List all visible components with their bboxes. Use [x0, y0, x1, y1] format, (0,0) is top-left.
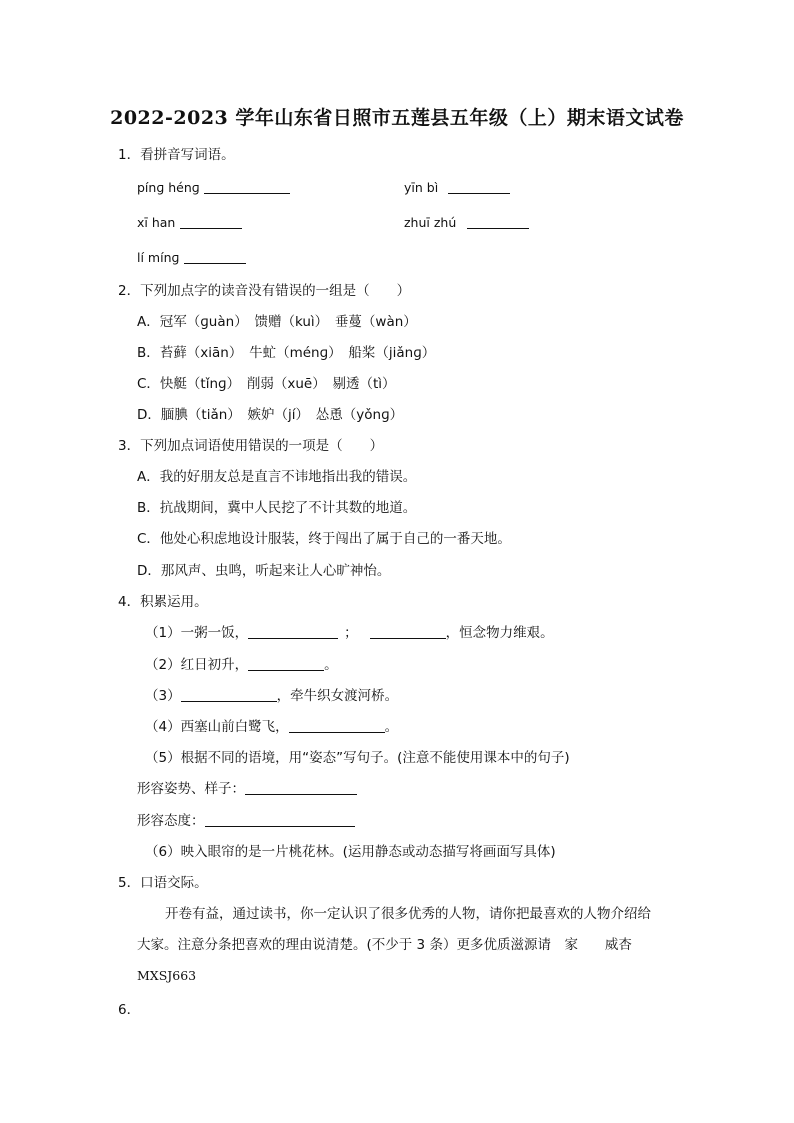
q3-option-a[interactable]: A．我的好朋友总是直言不讳地指出我的错误。 — [137, 469, 417, 485]
pinyin-item-1 — [137, 178, 290, 198]
pinyin-item-5 — [137, 248, 246, 268]
question-2-stem: 2．下列加点字的读音没有错误的一组是（ ） — [118, 283, 411, 299]
answer-blank[interactable] — [184, 249, 246, 264]
sub-text: ； — [344, 625, 358, 641]
q4-sub-4 — [145, 717, 398, 737]
q4-sub-5: （5）根据不同的语境，用“姿态”写句子。(注意不能使用课本中的句子) — [145, 750, 570, 766]
sub-text: 。 — [384, 719, 399, 735]
sub-text: 。 — [324, 657, 338, 673]
answer-blank[interactable] — [370, 624, 446, 639]
q4-sub-2 — [145, 655, 338, 675]
sub-text: ，牵牛织女渡河桥。 — [276, 688, 399, 704]
pinyin-text: lí mínɡ — [137, 250, 180, 265]
q3-option-d[interactable]: D．那风声、虫鸣，听起来让人心旷神怡。 — [137, 563, 391, 579]
pinyin-item-2 — [404, 178, 510, 198]
question-3-stem: 3．下列加点词语使用错误的一项是（ ） — [118, 438, 384, 454]
sub-text: 形容姿势、样子： — [137, 781, 245, 797]
pinyin-text: pínɡ hénɡ — [137, 180, 200, 195]
pinyin-item-3 — [137, 213, 242, 233]
answer-blank[interactable] — [248, 624, 338, 639]
q5-paragraph-line-2: 大家。注意分条把喜欢的理由说清楚。(不少于 3 条）更多优质滋源请 家 威杏 — [137, 937, 632, 953]
question-6-stem: 6． — [118, 1002, 141, 1018]
q4-sub-6: （6）映入眼帘的是一片桃花林。(运用静态或动态描写将画面写具体) — [145, 844, 556, 860]
sub-text: （2）红日初升， — [145, 657, 249, 673]
pinyin-item-4 — [404, 213, 529, 233]
answer-blank[interactable] — [467, 214, 529, 229]
question-5-stem: 5．口语交际。 — [118, 875, 208, 891]
sub-text: 形容态度： — [137, 813, 205, 829]
answer-blank[interactable] — [248, 656, 324, 671]
question-4-stem: 4．积累运用。 — [118, 594, 208, 610]
q2-option-d[interactable]: D．腼腆（tiǎn） 嫉妒（jí） 怂恿（yǒnɡ） — [137, 407, 404, 423]
answer-blank[interactable] — [448, 179, 510, 194]
answer-blank[interactable] — [205, 812, 355, 827]
q5-paragraph-line-1: 开卷有益，通过读书，你一定认识了很多优秀的人物，请你把最喜欢的人物介绍给 — [165, 906, 651, 922]
answer-blank[interactable] — [245, 780, 357, 795]
sub-text: （1）一粥一饭， — [145, 625, 249, 641]
q2-option-b[interactable]: B．苔藓（xiān） 牛虻（ménɡ） 船桨（jiǎnɡ） — [137, 345, 436, 361]
question-1-stem: 1．看拼音写词语。 — [118, 147, 235, 163]
sub-text: （3） — [145, 688, 181, 704]
pinyin-text: yīn bì — [404, 180, 439, 195]
answer-blank[interactable] — [180, 214, 242, 229]
q4-sub-5-a — [137, 779, 357, 799]
answer-blank[interactable] — [289, 718, 385, 733]
sub-text: ，恒念物力维艰。 — [445, 625, 554, 641]
page-title: 2022-2023 学年山东省日照市五莲县五年级（上）期末语文试卷 — [110, 107, 684, 129]
answer-blank[interactable] — [181, 687, 277, 702]
sub-text: （4）西塞山前白鹭飞， — [145, 719, 289, 735]
q2-option-c[interactable]: C．快艇（tǐnɡ） 削弱（xuē） 剔透（tì） — [137, 376, 396, 392]
q4-sub-1 — [145, 623, 554, 643]
q2-option-a[interactable]: A．冠军（ɡuàn） 馈赠（kuì） 垂蔓（wàn） — [137, 314, 417, 330]
pinyin-text: xī han — [137, 215, 176, 230]
q3-option-c[interactable]: C．他处心积虑地设计服装，终于闯出了属于自己的一番天地。 — [137, 531, 511, 547]
answer-blank[interactable] — [204, 179, 290, 194]
q4-sub-3 — [145, 686, 398, 706]
q3-option-b[interactable]: B．抗战期间，冀中人民挖了不计其数的地道。 — [137, 500, 417, 516]
q4-sub-5-b — [137, 811, 355, 831]
pinyin-text: zhuī zhú — [404, 215, 457, 230]
q5-paragraph-line-3: MXSJ663 — [137, 968, 197, 983]
